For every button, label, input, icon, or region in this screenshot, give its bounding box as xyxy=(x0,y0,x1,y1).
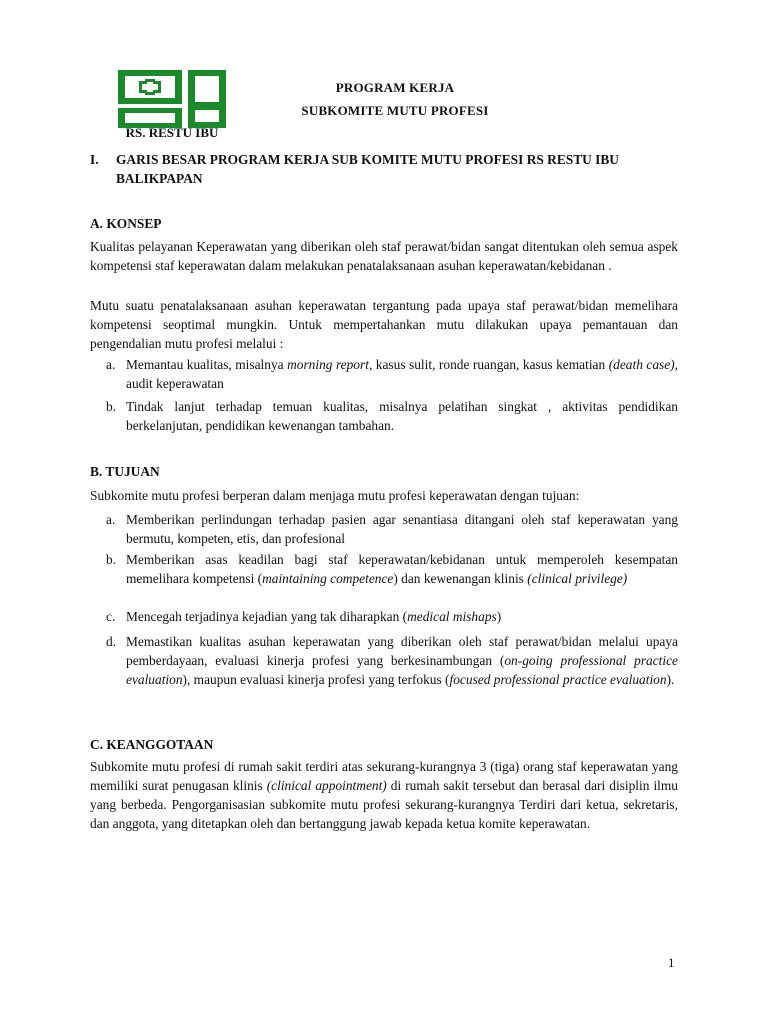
konsep-paragraph-2: Mutu suatu penatalaksanaan asuhan keperawatan tergantung pada upaya staf perawat/bidan memelihara kompetensi seoptimal mungkin. Untuk mempertahankan mutu dilakukan upaya pemantauan dan pengendalian mutu profesi melalui : xyxy=(90,298,678,351)
hospital-logo xyxy=(118,70,226,128)
document-title: PROGRAM KERJA xyxy=(335,80,455,95)
tujuan-heading: B. TUJUAN xyxy=(90,464,160,479)
konsep-list-item-a: a. Memantau kualitas, misalnya morning report, kasus sulit, ronde ruangan, kasus kematian (death case), audit keperawatan xyxy=(106,357,678,391)
tujuan-list-item-b: b. Memberikan asas keadilan bagi staf keperawatan/kebidanan untuk memperoleh kesempatan memelihara kompetensi (maintaining competence) dan kewenangan klinis (clinical privilege) xyxy=(106,552,678,586)
keanggotaan-paragraph: Subkomite mutu profesi di rumah sakit terdiri atas sekurang-kurangnya 3 (tiga) orang staf keperawatan yang memiliki surat penugasan klinis (clinical appointment) di rumah sakit tersebut dan berasal dari disiplin ilmu yang berbeda. Pengorganisasian subkomite mutu profesi sekurang-kurangnya Terdiri dari ketua, sekretaris, dan anggota, yang ditetapkan oleh dan bertanggung jawab kepada ketua komite keperawatan. xyxy=(90,759,678,831)
logo-caption: RS. RESTU IBU xyxy=(125,125,219,140)
tujuan-intro: Subkomite mutu profesi berperan dalam menjaga mutu profesi keperawatan dengan tujuan: xyxy=(90,488,580,503)
tujuan-list-item-a: a. Memberikan perlindungan terhadap pasien agar senantiasa ditangani oleh staf keperawatan yang bermutu, kompeten, etis, dan profesional xyxy=(106,512,678,546)
konsep-list-item-b: b. Tindak lanjut terhadap temuan kualitas, misalnya pelatihan singkat , aktivitas pendidikan berkelanjutan, pendidikan kewenangan tambahan. xyxy=(106,399,678,433)
main-section-heading xyxy=(90,150,680,188)
page-number: 1 xyxy=(668,955,675,970)
document-subtitle: SUBKOMITE MUTU PROFESI xyxy=(301,103,489,118)
tujuan-list-item-d: d. Memastikan kualitas asuhan keperawatan yang diberikan oleh staf perawat/bidan melalui upaya pemberdayaan, evaluasi kinerja profesi yang berkesinambungan (on-going professional practice evaluation), maupun evaluasi kinerja profesi yang terfokus (focused professional practice evaluation). xyxy=(106,634,678,687)
konsep-paragraph-1: Kualitas pelayanan Keperawatan yang diberikan oleh staf perawat/bidan sangat ditentukan oleh semua aspek kompetensi staf keperawatan dalam melakukan penatalaksanaan asuhan keperawatan/kebidanan . xyxy=(90,239,678,273)
tujuan-list-item-c: c. Mencegah terjadinya kejadian yang tak diharapkan (medical mishaps) xyxy=(106,609,502,624)
konsep-heading: A. KONSEP xyxy=(90,216,162,231)
keanggotaan-heading: C. KEANGGOTAAN xyxy=(90,737,214,752)
main-section-title: GARIS BESAR PROGRAM KERJA SUB KOMITE MUTU PROFESI RS RESTU IBU BALIKPAPAN xyxy=(116,152,619,186)
main-section-number: I. xyxy=(90,152,99,167)
